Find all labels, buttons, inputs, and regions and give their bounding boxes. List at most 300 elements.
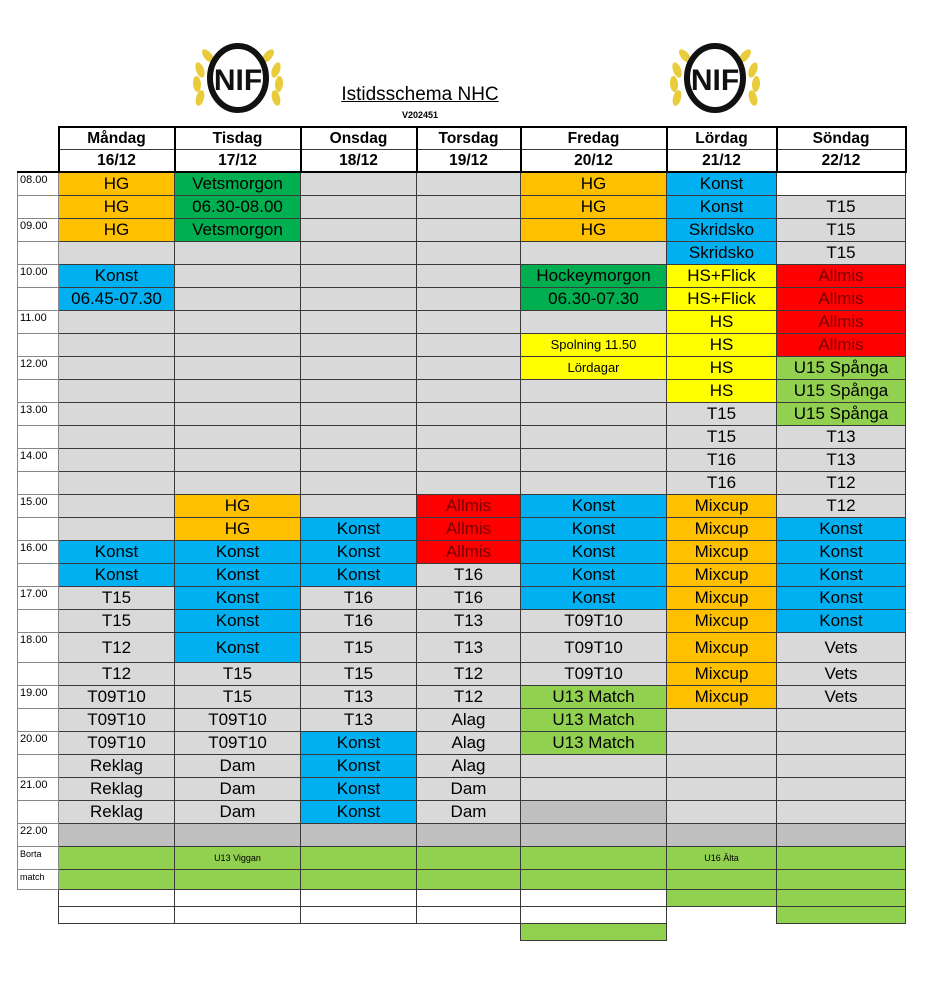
schedule-slot — [175, 380, 301, 403]
schedule-slot — [175, 403, 301, 426]
schedule-slot: T09T10 — [175, 709, 301, 732]
schedule-slot: T13 — [777, 426, 906, 449]
schedule-slot: Konst — [175, 610, 301, 633]
schedule-slot: U13 Match — [521, 709, 667, 732]
schedule-slot — [521, 242, 667, 265]
schedule-slot: Dam — [417, 778, 521, 801]
ice-time-schedule — [17, 126, 907, 941]
away-match-label: Borta — [18, 847, 59, 870]
schedule-slot — [301, 847, 417, 870]
schedule-slot: Alag — [417, 732, 521, 755]
schedule-slot: Mixcup — [667, 663, 777, 686]
schedule-slot: Vets — [777, 633, 906, 663]
day-name-header: Måndag — [59, 127, 175, 150]
schedule-slot: T15 — [59, 587, 175, 610]
time-label — [18, 755, 59, 778]
schedule-slot — [59, 403, 175, 426]
schedule-slot — [59, 334, 175, 357]
schedule-slot: T13 — [301, 686, 417, 709]
schedule-slot — [59, 847, 175, 870]
time-row — [18, 801, 906, 824]
schedule-slot — [301, 824, 417, 847]
away-match-label: match — [18, 870, 59, 890]
schedule-slot: T09T10 — [521, 610, 667, 633]
time-label — [18, 610, 59, 633]
schedule-slot — [417, 870, 521, 890]
schedule-slot: Allmis — [777, 288, 906, 311]
schedule-slot: Hockeymorgon — [521, 265, 667, 288]
time-row — [18, 357, 906, 380]
time-label: 22.00 — [18, 824, 59, 847]
time-label: 21.00 — [18, 778, 59, 801]
schedule-slot: Konst — [521, 495, 667, 518]
schedule-slot: Allmis — [777, 334, 906, 357]
time-label: 11.00 — [18, 311, 59, 334]
schedule-slot: Konst — [777, 587, 906, 610]
away-match-row — [18, 890, 906, 907]
schedule-slot: Konst — [175, 564, 301, 587]
schedule-slot: T13 — [417, 610, 521, 633]
schedule-slot — [301, 357, 417, 380]
schedule-slot: T09T10 — [59, 709, 175, 732]
schedule-slot: T15 — [777, 196, 906, 219]
schedule-slot — [175, 288, 301, 311]
time-row — [18, 172, 906, 196]
schedule-slot: T15 — [59, 610, 175, 633]
schedule-slot — [667, 709, 777, 732]
schedule-slot: Mixcup — [667, 686, 777, 709]
schedule-slot — [175, 870, 301, 890]
schedule-slot: HS+Flick — [667, 288, 777, 311]
club-logo-left — [188, 40, 288, 118]
schedule-slot — [521, 426, 667, 449]
schedule-slot: Mixcup — [667, 518, 777, 541]
schedule-slot: T13 — [777, 449, 906, 472]
schedule-slot: Mixcup — [667, 495, 777, 518]
schedule-slot — [175, 311, 301, 334]
schedule-slot — [521, 924, 667, 941]
schedule-slot — [417, 311, 521, 334]
schedule-slot: Vetsmorgon — [175, 172, 301, 196]
schedule-slot: Reklag — [59, 801, 175, 824]
away-match-label — [18, 890, 59, 907]
day-name-header: Torsdag — [417, 127, 521, 150]
time-row — [18, 242, 906, 265]
schedule-slot — [521, 778, 667, 801]
day-name-row — [18, 127, 906, 150]
schedule-slot: 06.45-07.30 — [59, 288, 175, 311]
time-label: 12.00 — [18, 357, 59, 380]
day-date-header: 20/12 — [521, 150, 667, 173]
schedule-slot: Reklag — [59, 755, 175, 778]
schedule-slot — [301, 472, 417, 495]
schedule-slot — [777, 870, 906, 890]
away-match-row — [18, 870, 906, 890]
schedule-slot: 06.30-07.30 — [521, 288, 667, 311]
schedule-slot: Konst — [777, 541, 906, 564]
schedule-slot — [59, 824, 175, 847]
time-row — [18, 403, 906, 426]
schedule-slot — [175, 907, 301, 924]
schedule-slot — [59, 870, 175, 890]
schedule-slot — [175, 426, 301, 449]
schedule-slot — [175, 472, 301, 495]
schedule-slot: Allmis — [777, 265, 906, 288]
time-row — [18, 196, 906, 219]
schedule-slot — [667, 755, 777, 778]
time-label — [18, 426, 59, 449]
time-label — [18, 663, 59, 686]
time-row — [18, 778, 906, 801]
schedule-slot: T16 — [667, 472, 777, 495]
version-label: V202451 — [401, 110, 439, 120]
svg-text:NIF: NIF — [690, 64, 740, 97]
time-row — [18, 709, 906, 732]
time-label: 19.00 — [18, 686, 59, 709]
schedule-slot: Konst — [777, 610, 906, 633]
schedule-slot — [777, 778, 906, 801]
schedule-slot: HG — [175, 495, 301, 518]
time-label: 09.00 — [18, 219, 59, 242]
time-label: 20.00 — [18, 732, 59, 755]
schedule-slot — [667, 778, 777, 801]
schedule-slot — [777, 755, 906, 778]
schedule-slot: T16 — [667, 449, 777, 472]
time-row — [18, 334, 906, 357]
schedule-slot: T15 — [301, 663, 417, 686]
schedule-slot: Konst — [521, 541, 667, 564]
schedule-slot — [175, 924, 301, 941]
corner-cell — [18, 150, 59, 173]
schedule-slot — [301, 334, 417, 357]
schedule-slot — [417, 196, 521, 219]
schedule-slot: Konst — [301, 541, 417, 564]
schedule-slot — [521, 403, 667, 426]
schedule-slot: T09T10 — [521, 663, 667, 686]
schedule-slot: Konst — [521, 587, 667, 610]
schedule-slot — [175, 265, 301, 288]
corner-cell — [18, 127, 59, 150]
away-match-label — [18, 907, 59, 924]
schedule-slot: T16 — [301, 610, 417, 633]
day-name-header: Onsdag — [301, 127, 417, 150]
schedule-slot — [417, 265, 521, 288]
schedule-slot: Konst — [301, 801, 417, 824]
time-label — [18, 380, 59, 403]
schedule-slot — [521, 801, 667, 824]
schedule-slot: Konst — [521, 518, 667, 541]
schedule-slot: Allmis — [777, 311, 906, 334]
schedule-slot: HG — [59, 196, 175, 219]
time-row — [18, 380, 906, 403]
schedule-slot — [175, 334, 301, 357]
schedule-slot — [417, 907, 521, 924]
schedule-slot — [777, 732, 906, 755]
schedule-slot: Konst — [301, 778, 417, 801]
schedule-slot: Alag — [417, 709, 521, 732]
schedule-slot — [59, 311, 175, 334]
time-label: 18.00 — [18, 633, 59, 663]
schedule-slot — [59, 472, 175, 495]
time-label: 10.00 — [18, 265, 59, 288]
time-label — [18, 288, 59, 311]
away-match-row — [18, 847, 906, 870]
schedule-slot — [521, 847, 667, 870]
schedule-slot — [301, 242, 417, 265]
schedule-slot: T16 — [417, 587, 521, 610]
schedule-slot — [417, 472, 521, 495]
away-match-row — [18, 924, 906, 941]
schedule-slot — [301, 924, 417, 941]
schedule-slot — [777, 172, 906, 196]
schedule-slot: U13 Match — [521, 732, 667, 755]
schedule-slot: HG — [521, 196, 667, 219]
schedule-slot — [59, 495, 175, 518]
time-row — [18, 265, 906, 288]
schedule-slot: U15 Spånga — [777, 403, 906, 426]
day-date-header: 22/12 — [777, 150, 906, 173]
schedule-slot: Allmis — [417, 518, 521, 541]
schedule-slot: U15 Spånga — [777, 380, 906, 403]
schedule-slot — [417, 426, 521, 449]
schedule-slot: Konst — [301, 564, 417, 587]
schedule-slot — [417, 403, 521, 426]
schedule-slot — [777, 801, 906, 824]
schedule-slot — [59, 426, 175, 449]
time-row — [18, 472, 906, 495]
schedule-slot: Vets — [777, 663, 906, 686]
schedule-slot — [301, 870, 417, 890]
time-row — [18, 587, 906, 610]
schedule-slot: Mixcup — [667, 541, 777, 564]
schedule-slot: Mixcup — [667, 633, 777, 663]
schedule-slot: T12 — [59, 663, 175, 686]
schedule-slot: T12 — [59, 633, 175, 663]
schedule-slot — [301, 426, 417, 449]
time-label — [18, 472, 59, 495]
schedule-slot — [175, 449, 301, 472]
time-row — [18, 449, 906, 472]
schedule-slot — [777, 890, 906, 907]
time-label — [18, 518, 59, 541]
time-row — [18, 541, 906, 564]
schedule-slot: Dam — [175, 778, 301, 801]
schedule-slot: T15 — [667, 426, 777, 449]
schedule-slot: T09T10 — [59, 686, 175, 709]
schedule-slot: HS — [667, 357, 777, 380]
schedule-slot: Vetsmorgon — [175, 219, 301, 242]
time-row — [18, 663, 906, 686]
schedule-slot: T13 — [417, 633, 521, 663]
schedule-slot: HS — [667, 380, 777, 403]
schedule-slot: T15 — [175, 663, 301, 686]
schedule-slot: Allmis — [417, 541, 521, 564]
club-logo-right — [665, 40, 765, 118]
schedule-slot: T12 — [777, 495, 906, 518]
schedule-slot: Dam — [175, 801, 301, 824]
time-label: 17.00 — [18, 587, 59, 610]
schedule-slot — [59, 380, 175, 403]
schedule-slot: T16 — [301, 587, 417, 610]
schedule-slot: Konst — [667, 196, 777, 219]
day-name-header: Söndag — [777, 127, 906, 150]
schedule-slot: HG — [521, 219, 667, 242]
schedule-slot — [667, 801, 777, 824]
schedule-slot — [417, 172, 521, 196]
schedule-slot — [521, 824, 667, 847]
schedule-slot — [175, 824, 301, 847]
time-label — [18, 196, 59, 219]
schedule-slot: T09T10 — [59, 732, 175, 755]
schedule-slot: Vets — [777, 686, 906, 709]
schedule-slot: Konst — [175, 587, 301, 610]
schedule-slot: Mixcup — [667, 564, 777, 587]
schedule-slot: Konst — [59, 564, 175, 587]
schedule-slot: T09T10 — [521, 633, 667, 663]
schedule-slot: T15 — [301, 633, 417, 663]
schedule-slot — [59, 890, 175, 907]
schedule-slot: Konst — [175, 633, 301, 663]
time-row — [18, 824, 906, 847]
schedule-slot: Konst — [59, 265, 175, 288]
day-date-header: 19/12 — [417, 150, 521, 173]
schedule-slot: T12 — [777, 472, 906, 495]
schedule-slot: Konst — [667, 172, 777, 196]
schedule-slot: HS — [667, 311, 777, 334]
schedule-slot: Konst — [175, 541, 301, 564]
schedule-slot — [667, 732, 777, 755]
schedule-slot — [417, 924, 521, 941]
time-label — [18, 334, 59, 357]
schedule-slot — [667, 907, 777, 924]
day-date-header: 16/12 — [59, 150, 175, 173]
schedule-slot — [417, 890, 521, 907]
time-row — [18, 633, 906, 663]
schedule-slot — [301, 265, 417, 288]
schedule-slot — [417, 847, 521, 870]
schedule-slot — [417, 242, 521, 265]
schedule-slot — [59, 518, 175, 541]
schedule-slot — [521, 907, 667, 924]
schedule-slot — [417, 380, 521, 403]
day-date-header: 21/12 — [667, 150, 777, 173]
time-row — [18, 311, 906, 334]
schedule-slot: T15 — [667, 403, 777, 426]
schedule-slot — [59, 924, 175, 941]
day-name-header: Lördag — [667, 127, 777, 150]
schedule-slot: Reklag — [59, 778, 175, 801]
schedule-slot: Skridsko — [667, 242, 777, 265]
schedule-slot — [521, 870, 667, 890]
schedule-slot: Konst — [301, 732, 417, 755]
schedule-slot — [667, 870, 777, 890]
time-label: 14.00 — [18, 449, 59, 472]
schedule-body — [18, 172, 906, 941]
schedule-slot — [59, 449, 175, 472]
schedule-slot: HG — [59, 172, 175, 196]
time-row — [18, 518, 906, 541]
schedule-slot: T13 — [301, 709, 417, 732]
time-label: 08.00 — [18, 172, 59, 196]
day-date-header: 17/12 — [175, 150, 301, 173]
schedule-slot — [521, 380, 667, 403]
time-row — [18, 219, 906, 242]
schedule-slot: HG — [59, 219, 175, 242]
schedule-slot — [777, 709, 906, 732]
schedule-slot: HS — [667, 334, 777, 357]
schedule-slot — [301, 449, 417, 472]
schedule-slot: Lördagar — [521, 357, 667, 380]
schedule-slot: Dam — [175, 755, 301, 778]
schedule-slot: T15 — [777, 242, 906, 265]
schedule-slot: T12 — [417, 686, 521, 709]
time-label: 16.00 — [18, 541, 59, 564]
schedule-slot — [777, 907, 906, 924]
schedule-slot — [59, 242, 175, 265]
schedule-slot — [301, 196, 417, 219]
schedule-slot: Konst — [59, 541, 175, 564]
day-date-row — [18, 150, 906, 173]
schedule-slot — [667, 890, 777, 907]
schedule-slot — [175, 242, 301, 265]
schedule-slot — [777, 924, 906, 941]
schedule-slot: T15 — [777, 219, 906, 242]
away-match-label — [18, 924, 59, 941]
schedule-slot — [59, 357, 175, 380]
schedule-slot: U13 Viggan — [175, 847, 301, 870]
schedule-slot — [417, 334, 521, 357]
schedule-slot — [777, 824, 906, 847]
schedule-slot — [301, 219, 417, 242]
schedule-slot — [59, 907, 175, 924]
schedule-slot: HG — [521, 172, 667, 196]
time-row — [18, 564, 906, 587]
time-label — [18, 242, 59, 265]
schedule-slot: U16 Älta — [667, 847, 777, 870]
schedule-slot — [667, 924, 777, 941]
schedule-slot: T15 — [175, 686, 301, 709]
time-row — [18, 732, 906, 755]
time-label: 13.00 — [18, 403, 59, 426]
schedule-slot: Konst — [777, 518, 906, 541]
schedule-slot — [301, 380, 417, 403]
schedule-slot — [417, 449, 521, 472]
day-name-header: Fredag — [521, 127, 667, 150]
day-date-header: 18/12 — [301, 150, 417, 173]
time-label: 15.00 — [18, 495, 59, 518]
svg-text:NIF: NIF — [213, 64, 263, 97]
schedule-slot — [301, 288, 417, 311]
schedule-slot — [301, 907, 417, 924]
schedule-slot: Konst — [777, 564, 906, 587]
schedule-slot — [301, 890, 417, 907]
page-title: Istidsschema NHC — [341, 84, 499, 105]
time-row — [18, 755, 906, 778]
schedule-slot: HG — [175, 518, 301, 541]
schedule-slot — [301, 403, 417, 426]
schedule-slot — [521, 890, 667, 907]
schedule-slot — [301, 172, 417, 196]
schedule-slot: Konst — [301, 755, 417, 778]
away-match-row — [18, 907, 906, 924]
schedule-slot: Alag — [417, 755, 521, 778]
schedule-slot: T12 — [417, 663, 521, 686]
schedule-slot — [417, 824, 521, 847]
schedule-slot: Spolning 11.50 — [521, 334, 667, 357]
schedule-slot: U13 Match — [521, 686, 667, 709]
schedule-slot — [521, 472, 667, 495]
schedule-slot — [521, 311, 667, 334]
